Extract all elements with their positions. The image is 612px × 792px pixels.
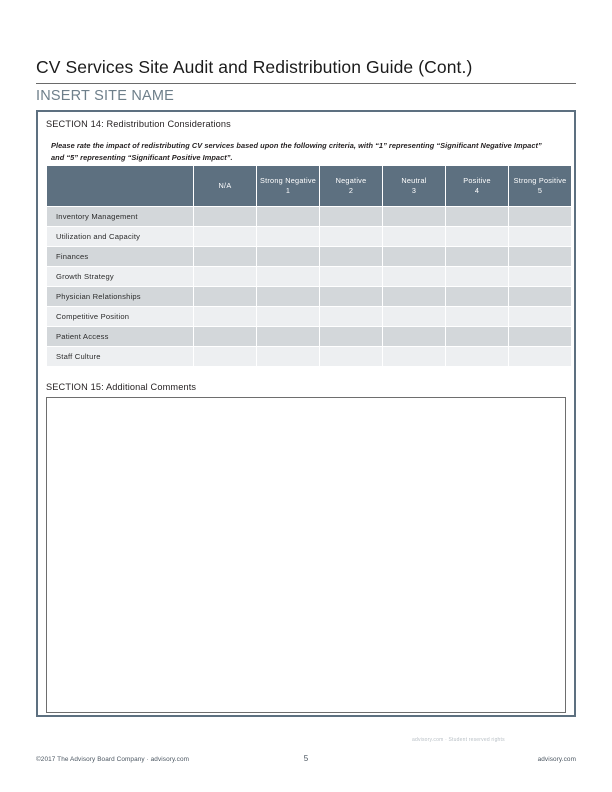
column-header-score: 2 [348, 186, 354, 195]
column-header-score: 1 [285, 186, 291, 195]
table-row [47, 347, 571, 366]
rating-cell[interactable] [509, 287, 571, 306]
rating-table-header [47, 166, 571, 206]
table-row [47, 227, 571, 246]
rating-cell[interactable] [509, 307, 571, 326]
column-header-strong-negative [257, 166, 319, 206]
rating-cell[interactable] [320, 327, 382, 346]
column-header-label: Negative [335, 176, 367, 186]
rating-cell[interactable] [257, 287, 319, 306]
rating-cell[interactable] [257, 347, 319, 366]
column-header-score: 4 [474, 186, 480, 195]
table-header-row [47, 166, 571, 206]
rating-cell[interactable] [320, 247, 382, 266]
column-header-label: Strong Positive [513, 176, 567, 186]
row-label: Finances [47, 247, 193, 266]
table-header-corner [47, 166, 193, 206]
column-header-neutral [383, 166, 445, 206]
row-label: Patient Access [47, 327, 193, 346]
row-label: Physician Relationships [47, 287, 193, 306]
table-row [47, 327, 571, 346]
row-label: Growth Strategy [47, 267, 193, 286]
column-header-score: 3 [411, 186, 417, 195]
section-14-heading: SECTION 14: Redistribution Considerations [46, 119, 231, 129]
row-label: Competitive Position [47, 307, 193, 326]
rating-cell[interactable] [320, 267, 382, 286]
rating-cell[interactable] [446, 287, 508, 306]
rating-cell[interactable] [383, 327, 445, 346]
rating-cell[interactable] [446, 207, 508, 226]
row-label: Staff Culture [47, 347, 193, 366]
rating-cell[interactable] [509, 327, 571, 346]
rating-cell[interactable] [383, 307, 445, 326]
rating-cell[interactable] [446, 227, 508, 246]
rating-cell[interactable] [509, 267, 571, 286]
column-header-label: Positive [463, 176, 491, 186]
redistribution-rating-table [46, 165, 572, 367]
section-15-heading: SECTION 15: Additional Comments [46, 382, 197, 392]
footer-watermark: advisory.com · Student reserved rights [412, 737, 505, 743]
rating-cell[interactable] [383, 227, 445, 246]
rating-cell[interactable] [194, 287, 256, 306]
row-label: Inventory Management [47, 207, 193, 226]
column-header-label: N/A [218, 181, 232, 191]
rating-cell[interactable] [194, 247, 256, 266]
rating-table-body [47, 207, 571, 366]
rating-cell[interactable] [446, 307, 508, 326]
rating-cell[interactable] [320, 347, 382, 366]
table-row [47, 247, 571, 266]
rating-cell[interactable] [257, 227, 319, 246]
rating-cell[interactable] [383, 267, 445, 286]
rating-cell[interactable] [194, 207, 256, 226]
rating-cell[interactable] [446, 247, 508, 266]
footer-page-number: 5 [303, 754, 309, 763]
rating-cell[interactable] [446, 347, 508, 366]
table-row [47, 307, 571, 326]
rating-cell[interactable] [509, 227, 571, 246]
rating-cell[interactable] [194, 347, 256, 366]
rating-cell[interactable] [257, 247, 319, 266]
column-header-label: Strong Negative [259, 176, 317, 186]
title-divider [36, 83, 576, 84]
rating-cell[interactable] [257, 207, 319, 226]
row-label: Utilization and Capacity [47, 227, 193, 246]
site-name-subtitle: INSERT SITE NAME [36, 88, 175, 104]
rating-cell[interactable] [383, 207, 445, 226]
page-title: CV Services Site Audit and Redistribution Guide (Cont.) [36, 57, 473, 77]
rating-cell[interactable] [194, 307, 256, 326]
rating-cell[interactable] [257, 327, 319, 346]
table-row [47, 267, 571, 286]
rating-cell[interactable] [194, 267, 256, 286]
rating-cell[interactable] [320, 227, 382, 246]
rating-cell[interactable] [320, 307, 382, 326]
rating-cell[interactable] [509, 207, 571, 226]
rating-cell[interactable] [194, 327, 256, 346]
footer-url: advisory.com [537, 756, 576, 763]
rating-cell[interactable] [446, 327, 508, 346]
table-row [47, 207, 571, 226]
rating-cell[interactable] [320, 207, 382, 226]
column-header-na [194, 166, 256, 206]
section-14-instructions: Please rate the impact of redistributing CV services based upon the following criteria, with “1” representing “Significant Negative Impact” and “5” representing “Significant Positive Impact”. [51, 141, 542, 163]
column-header-strong-positive [509, 166, 571, 206]
rating-cell[interactable] [320, 287, 382, 306]
rating-cell[interactable] [257, 307, 319, 326]
column-header-negative [320, 166, 382, 206]
column-header-score: 5 [537, 186, 543, 195]
table-row [47, 287, 571, 306]
rating-cell[interactable] [509, 247, 571, 266]
rating-cell[interactable] [383, 347, 445, 366]
footer-copyright: ©2017 The Advisory Board Company · advisory.com [36, 756, 190, 763]
rating-cell[interactable] [194, 227, 256, 246]
rating-cell[interactable] [509, 347, 571, 366]
column-header-label: Neutral [401, 176, 427, 186]
rating-cell[interactable] [257, 267, 319, 286]
rating-cell[interactable] [383, 247, 445, 266]
additional-comments-input[interactable] [46, 397, 566, 713]
rating-cell[interactable] [383, 287, 445, 306]
rating-cell[interactable] [446, 267, 508, 286]
column-header-positive [446, 166, 508, 206]
